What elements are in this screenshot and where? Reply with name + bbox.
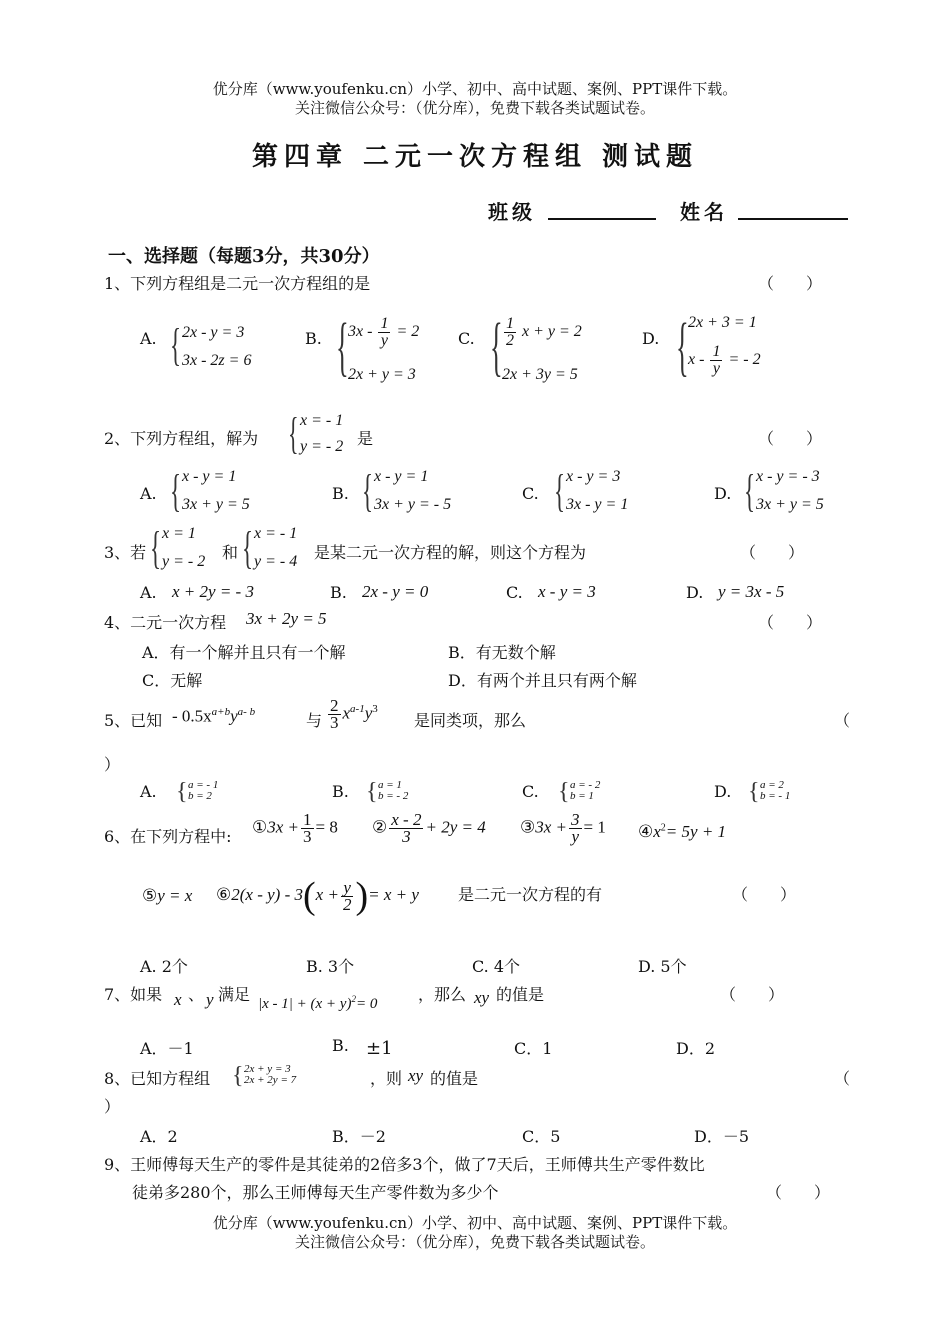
q6-equation-2 [372,812,486,845]
q8-stem: 8、已知方程组 [104,1069,211,1088]
q6-equation-3 [520,812,606,845]
equation: a = - 1 [188,779,219,791]
equation-part: = 0 [355,996,378,1012]
q8-stem-end: 的值是 [430,1069,479,1088]
q3-stem-end: 是某二元一次方程的解，则这个方程为 [314,543,587,562]
q9-answer-paren: （ ） [766,1183,831,1202]
equation-part: = - 2 [728,351,761,369]
header-line-1: 优分库（www.youfenku.cn）小学、初中、高中试题、案例、PPT课件下载。 [212,80,738,98]
q7-separator: 、 [188,985,205,1004]
equation: a = - 2 [570,779,601,791]
fraction-numerator: 1 [303,810,312,829]
exponent: 3 [372,702,378,715]
q2-option-b-label: B. [332,484,349,503]
fraction-denominator: 2 [342,894,352,914]
right-paren-icon: ) [355,875,369,917]
equation-part: = x + y [368,884,419,904]
q7-var-y: y [206,990,214,1009]
brace-icon: { [554,465,566,516]
brace-icon: { [366,779,378,805]
q6-stem-end: 是二元一次方程的有 [458,885,603,904]
q6-answer-paren: （ ） [732,885,797,904]
brace-icon: { [336,310,349,383]
header-line-2: 关注微信公众号：（优分库），免费下载各类试题试卷。 [294,99,655,117]
term-variable: x [342,703,351,723]
q5-option-d-system [748,780,858,806]
q1-option-a-label: A. [140,329,157,348]
equation-part: y = x [157,886,193,905]
equation: 3x + y = - 5 [374,496,452,513]
q5-option-c-system [558,780,668,806]
q6-stem: 6、在下列方程中: [104,827,232,846]
q7-then: ，那么 [418,985,467,1004]
equation: y = - 2 [162,553,206,570]
q5-paren-open: （ [834,711,851,730]
equation-part: 3x + [267,817,300,837]
name-label: 姓名 [680,200,728,224]
q2-option-b-system [362,465,492,520]
q6-equation-1 [252,812,338,845]
equation: 2x + 2y = 7 [244,1074,297,1086]
brace-icon: { [748,779,760,805]
brace-icon: { [744,465,756,516]
q5-option-a-label: A. [140,782,157,801]
equation-part: 2(x - y) - 3 [231,884,303,904]
equation: 2x + y = 3 [244,1063,291,1075]
q2-solution-system [288,409,358,462]
equation-part: = 2 [396,323,420,341]
q7-stem-end: 的值是 [496,985,545,1004]
q3-option-c-equation: x - y = 3 [538,582,596,601]
q9-line-1: 9、王师傅每天生产的零件是其徒弟的2倍多3个，做了7天后，王师傅共生产零件数比 [104,1155,705,1174]
equation: 3x + y = 5 [182,496,250,513]
exponent: 2 [660,822,666,834]
equation: 3x - y = 1 [566,496,629,513]
q8-paren-open: （ [834,1069,851,1088]
brace-icon: { [490,310,503,383]
term-variable: y [230,706,238,726]
q1-option-d-system [676,310,796,390]
q2-option-a-system [170,465,290,520]
q7-answer-paren: （ ） [720,985,785,1004]
equation-part: |x - 1| + (x + y) [258,996,352,1012]
q5-paren-close: ） [104,755,121,774]
equation: x - y = 1 [374,468,429,485]
q3-option-a-label: A. [140,583,157,602]
q2-option-c-label: C. [522,484,539,503]
equation: b = 1 [570,790,594,802]
q3-stem: 3、若 [104,543,147,562]
fraction-denominator: y [571,827,580,846]
q3-option-b-label: B. [330,583,347,602]
q6-option-b: B. 3个 [306,957,355,976]
q1-option-b-label: B. [305,329,322,348]
equation: x - y = 3 [566,468,621,485]
q5-term-1 [172,706,255,727]
q6-equation-4 [638,822,726,842]
equation: y = - 2 [300,438,344,455]
circled-marker: ⑥ [216,884,232,904]
q3-option-d-equation: y = 3x - 5 [718,582,785,601]
brace-icon: { [170,465,182,516]
footer-line-2: 关注微信公众号：（优分库），免费下载各类试题试卷。 [294,1233,655,1251]
q4-stem: 4、二元一次方程 [104,613,227,632]
page-title: 第四章 二元一次方程组 测试题 [251,142,699,172]
q5-term-2 [326,698,378,731]
equation-part: x - [688,351,705,369]
equation-part: = 8 [315,817,338,837]
q4-option-b: B．有无数个解 [448,643,556,662]
q5-stem-end: 是同类项，那么 [414,711,527,730]
equation-part: + 2y = 4 [425,817,486,837]
q4-option-c: C．无解 [142,671,203,690]
q5-stem: 5、已知 [104,711,163,730]
name-blank[interactable] [738,218,848,220]
circled-marker: ① [252,817,268,837]
brace-icon: { [242,522,254,573]
q4-equation: 3x + 2y = 5 [246,609,327,628]
brace-icon: { [362,465,374,516]
q2-option-c-system [554,465,674,520]
equation: 3x - 2z = 6 [182,352,252,369]
q1-answer-paren: （ ） [758,274,823,293]
q3-option-b-equation: 2x - y = 0 [362,582,429,601]
fraction-denominator: 3 [402,827,411,846]
q8-option-c: C．5 [522,1127,561,1146]
q1-option-d-label: D. [642,329,660,348]
equation: 2x - y = 3 [182,324,245,341]
equation: b = - 1 [760,790,791,802]
q7-option-b-label: B. [332,1036,349,1055]
q7-stem: 7、如果 [104,985,163,1004]
q8-mid: ，则 [370,1069,403,1088]
fraction-numerator: x - 2 [391,810,422,829]
exponent: a+b [211,706,231,718]
section-heading: 一、选择题（每题3分，共30分） [108,246,380,267]
q6-option-d: D. 5个 [638,957,687,976]
q8-paren-close: ） [104,1097,121,1116]
q7-option-a: A．－1 [140,1039,194,1058]
q3-option-a-equation: x + 2y = - 3 [172,582,254,601]
q2-answer-paren: （ ） [758,429,823,448]
equation: 2x + 3 = 1 [688,314,757,331]
equation-part: x + y = 2 [522,323,582,341]
fraction-numerator: 1 [506,315,514,332]
circled-marker: ③ [520,817,536,837]
equation: 2x + 3y = 5 [502,366,578,383]
equation-part: = 5y + 1 [665,822,727,841]
q5-option-b-system [366,780,476,806]
equation-part: x + [315,884,339,904]
equation: x = - 1 [300,412,344,429]
equation: a = 1 [378,779,402,791]
q5-with: 与 [306,711,323,730]
q3-and: 和 [222,543,239,562]
q4-option-a: A．有一个解并且只有一个解 [142,643,346,662]
q7-option-b-value: ±1 [366,1038,393,1059]
q1-stem: 1、下列方程组是二元一次方程组的是 [104,274,371,293]
equation-part: 3x + [535,817,568,837]
left-paren-icon: ( [303,875,316,917]
q6-equation-6 [216,874,419,918]
q1-option-a-system [170,319,310,378]
class-blank[interactable] [548,218,656,220]
q3-option-d-label: D. [686,583,704,602]
equation: x = - 1 [254,525,298,542]
q2-stem: 2、下列方程组，解为 [104,429,259,448]
fraction-numerator: 2 [330,696,339,715]
fraction-denominator: 3 [330,713,339,732]
equation: x = 1 [162,525,196,542]
circled-marker: ② [372,817,388,837]
q6-equation-5 [142,886,192,906]
q4-option-d: D．有两个并且只有两个解 [448,671,637,690]
q8-system [232,1064,372,1090]
q8-xy: xy [408,1066,424,1085]
q5-option-a-system [176,780,286,806]
brace-icon: { [232,1063,244,1089]
q6-option-a: A. 2个 [140,957,188,976]
circled-marker: ④ [638,822,654,841]
fraction-denominator: 3 [303,827,312,846]
brace-icon: { [150,522,162,573]
equation: x - y = 1 [182,468,237,485]
equation: x - y = - 3 [756,468,820,485]
equation-part: x [653,822,661,841]
equation: 3x + y = 5 [756,496,824,513]
fraction-denominator: y [712,360,720,377]
brace-icon: { [676,310,689,383]
q1-option-b-system [336,310,456,390]
q3-solution-1 [150,522,220,577]
fraction-numerator: 1 [712,343,721,360]
exponent: 2 [351,994,356,1004]
equation-part: = 1 [583,817,606,837]
q5-option-b-label: B. [332,782,349,801]
q2-stem-end: 是 [357,429,374,448]
q3-solution-2 [242,522,314,577]
q2-option-d-label: D. [714,484,732,503]
brace-icon: { [176,779,188,805]
q3-option-c-label: C. [506,583,523,602]
equation: b = 2 [188,790,212,802]
q1-option-c-system [490,310,610,390]
equation: y = - 4 [254,553,298,570]
brace-icon: { [288,409,299,458]
equation: b = - 2 [378,790,409,802]
exponent: a- b [237,706,256,718]
q8-option-a: A．2 [140,1127,178,1146]
q7-var-x: x [174,990,182,1009]
q7-mid: 满足 [218,985,251,1004]
class-label: 班级 [488,200,536,224]
equation: a = 2 [760,779,784,791]
fraction-numerator: 3 [571,810,580,829]
q7-xy: xy [474,988,490,1007]
term-coefficient: - 0.5x [172,706,212,726]
q6-option-c: C. 4个 [472,957,521,976]
q2-option-a-label: A. [140,484,157,503]
fraction-numerator: 1 [380,315,389,332]
brace-icon: { [170,319,182,370]
q7-option-c: C．1 [514,1039,553,1058]
q9-line-2: 徒弟多280个，那么王师傅每天生产零件数为多少个 [132,1183,499,1202]
equation: 2x + y = 3 [348,366,416,383]
q7-condition [258,994,377,1013]
circled-marker: ⑤ [142,886,158,905]
q8-option-b: B．－2 [332,1127,386,1146]
fraction-denominator: y [380,332,388,349]
fraction-numerator: y [341,880,354,897]
fraction-denominator: 2 [506,332,514,349]
q7-option-d: D．2 [676,1039,716,1058]
q5-option-c-label: C. [522,782,539,801]
equation-part: 3x - [348,323,373,341]
brace-icon: { [558,779,570,805]
term-variable: y [364,703,373,723]
q4-answer-paren: （ ） [758,613,823,632]
q1-option-c-label: C. [458,329,475,348]
q5-option-d-label: D. [714,782,732,801]
q3-answer-paren: （ ） [740,543,805,562]
q8-option-d: D．－5 [694,1127,750,1146]
exponent: a-1 [350,702,365,715]
q2-option-d-system [744,465,864,520]
footer-line-1: 优分库（www.youfenku.cn）小学、初中、高中试题、案例、PPT课件下载。 [212,1214,738,1232]
